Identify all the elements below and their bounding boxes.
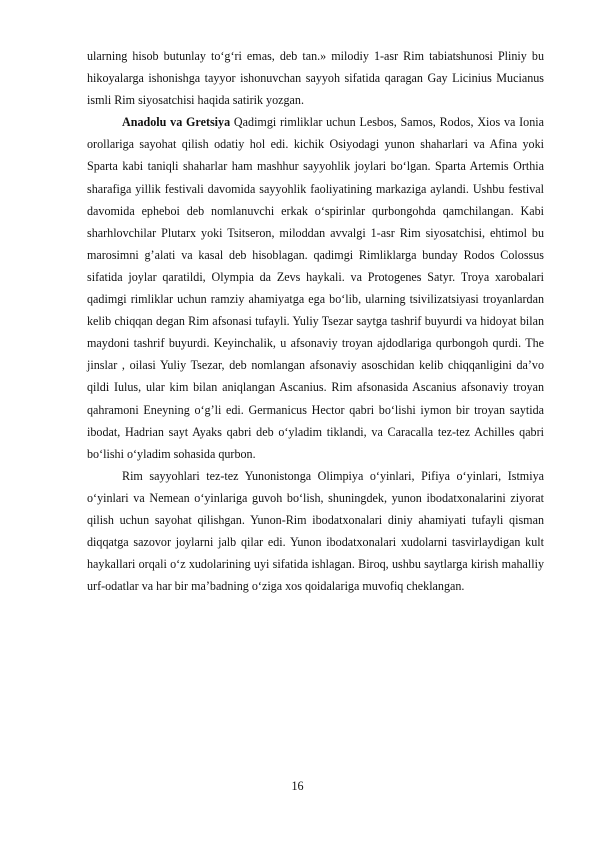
paragraph-1 bbox=[87, 45, 544, 111]
paragraph-3 bbox=[87, 465, 544, 598]
paragraph-3-text: Rim sayyohlari tez-tez Yunonistonga Olimpiya o‘yinlari, Pifiya o‘yinlari, Istmiya o‘yinlari va Nemean o‘yinlariga guvoh bo‘lish, shuningdek, yunon ibodatxonalarini ziyorat qilish uchun sayohat qilishgan. Yunon-Rim ibodatxonalari diniy ahamiyati tufayli qisman diqqatga sazovor joylarni jalb qilar edi. Yunon ibodatxonalari xudolarni tasvirlaydigan kult haykallari orqali o‘z xudolarining uyi sifatida ishlagan. Biroq, ushbu saytlarga kirish mahalliy urf-odatlar va har bir ma’badning o‘ziga xos qoidalariga muvofiq cheklangan. bbox=[87, 468, 544, 594]
paragraph-1-text: ularning hisob butunlay to‘g‘ri emas, deb tan.» milodiy 1-asr Rim tabiatshunosi Pliniy bu hikoyalarga ishonishga tayyor ishonuvchan sayyoh sifatida qaragan Gay Licinius Mucianus ismli Rim siyosatchisi haqida satirik yozgan. bbox=[87, 49, 544, 108]
document-body bbox=[87, 45, 544, 597]
paragraph-2-text: Qadimgi rimliklar uchun Lesbos, Samos, Rodos, Xios va Ionia orollariga sayohat qilish odatiy hol edi. kichik Osiyodagi yunon shaharlari va Afina yoki Sparta kabi taniqli shaharlar ham mashhur sayyohlik joylari bo‘lgan. Sparta Artemis Orthia sharafiga yillik festivali davomida sayyohlik faoliyatining markaziga aylandi. Ushbu festival davomida epheboi deb nomlanuvchi erkak o‘spirinlar qurbongohda qamchilangan. Kabi sharhlovchilar Plutarx yoki Tsitseron, miloddan avvalgi 1-asr Rim siyosatchisi, ehtimol bu marosimni g’alati va kasal deb hisoblagan. qadimgi Rimliklarga bunday Rodos Colossus sifatida joylar qaratildi, Olympia da Zevs haykali. va Protogenes Satyr. Troya xarobalari qadimgi rimliklar uchun ramziy ahamiyatga ega bo‘lib, ularning tsivilizatsiyasi troyanlardan kelib chiqqan degan Rim afsonasi tufayli. Yuliy Tsezar saytga tashrif buyurdi va hidoyat bilan maydoni tashrif buyurdi. Keyinchalik, u afsonaviy troyan ajdodlariga qurbongoh qurdi. The jinslar , oilasi Yuliy Tsezar, deb nomlangan afsonaviy asoschidan kelib chiqqanligini da’vo qildi Iulus, ular kim bilan aniqlangan Ascanius. Rim afsonasida Ascanius afsonaviy troyan qahramoni Eneyning o‘g’li edi. Germanicus Hector qabri bo‘lishi iymon bir troyan saytida ibodat, Hadrian sayt Ayaks qabri deb o‘yladim tiklandi, va Caracalla tez-tez Achilles qabri bo‘lishi o‘yladim sohasida qurbon. bbox=[87, 115, 544, 461]
page-number: 16 bbox=[291, 779, 304, 793]
section-heading-anadolu-gretsiya: Anadolu va Gretsiya bbox=[122, 115, 231, 130]
paragraph-anadolu-gretsiya bbox=[87, 111, 544, 465]
